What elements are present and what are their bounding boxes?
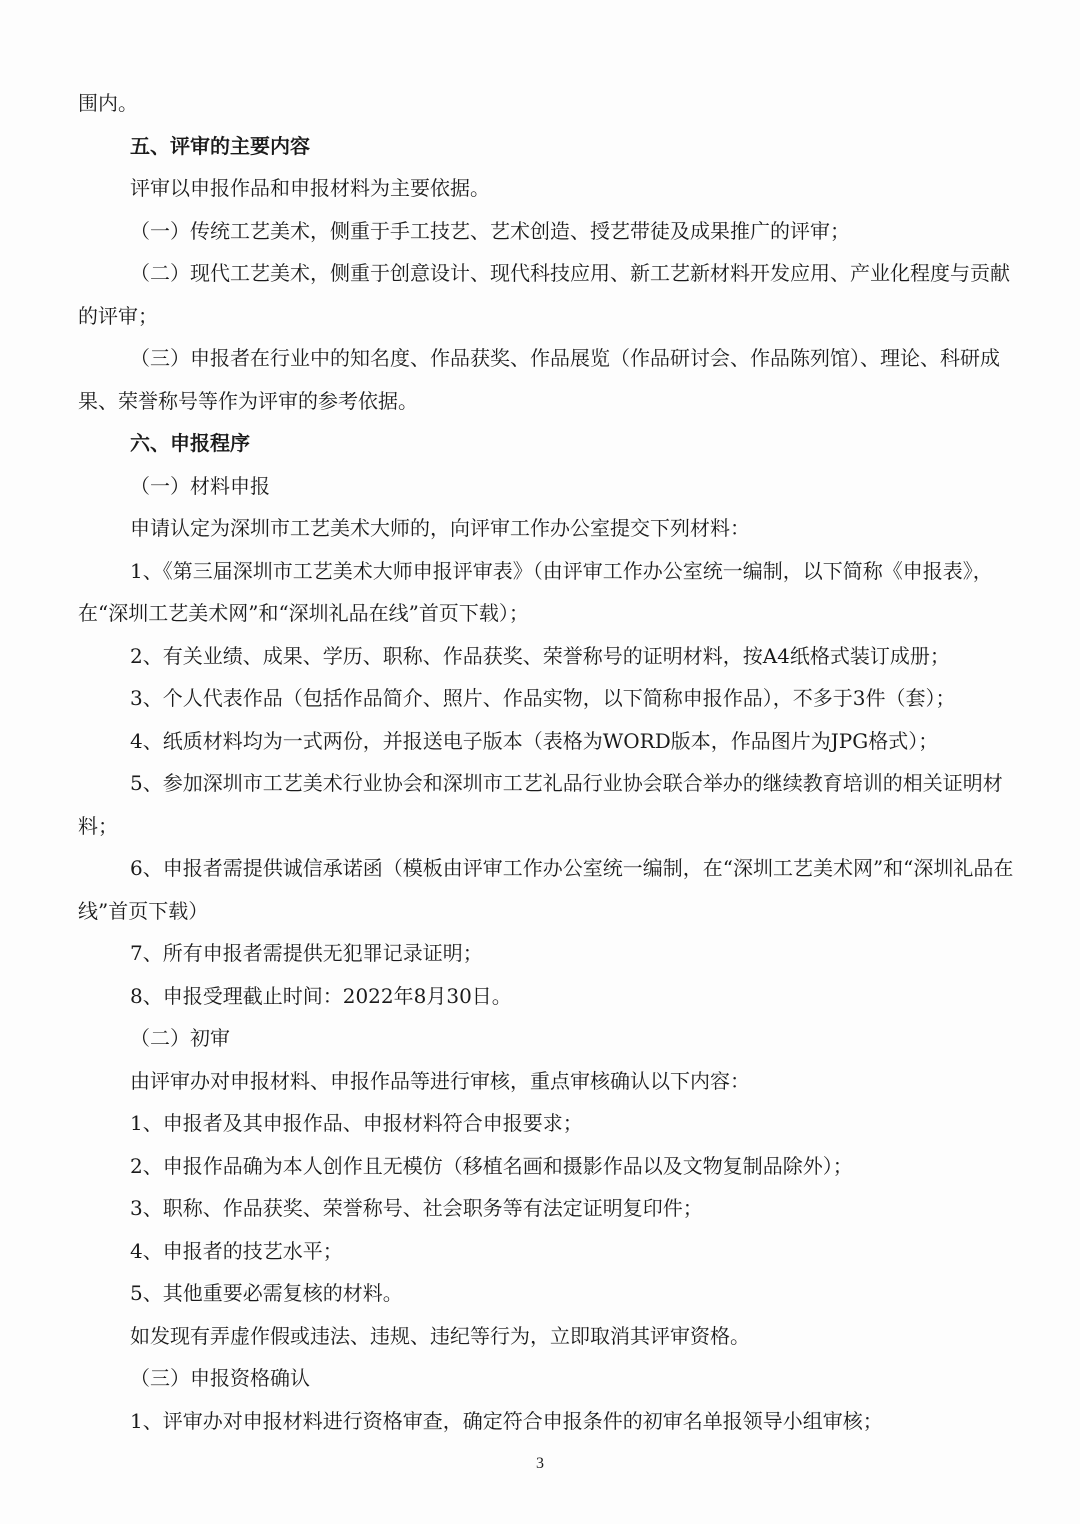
list-item: 1、评审办对申报材料进行资格审查，确定符合申报条件的初审名单报领导小组审核； [130,1408,883,1433]
list-item: 3、个人代表作品（包括作品简介、照片、作品实物，以下简称申报作品），不多于3件（套）； [130,686,956,710]
paragraph: 如发现有弄虚作假或违法、违规、违纪等行为，立即取消其评审资格。 [130,1323,750,1348]
list-item: 5、参加深圳市工艺美术行业协会和深圳市工艺礼品行业协会联合举办的继续教育培训的相关证明材料； [78,771,1003,838]
paragraph: 围内。 [78,91,138,115]
list-item: 4、纸质材料均为一式两份，并报送电子版本（表格为WORD版本，作品图片为JPG格式）； [130,728,939,753]
list-item: 2、申报作品确为本人创作且无模仿（移植名画和摄影作品以及文物复制品除外）； [130,1153,853,1178]
list-item: 7、所有申报者需提供无犯罪记录证明； [130,941,483,965]
list-item: 2、有关业绩、成果、学历、职称、作品获奖、荣誉称号的证明材料，按A4纸格式装订成册； [130,643,950,668]
list-item: 1、申报者及其申报作品、申报材料符合申报要求； [130,1111,583,1135]
paragraph: （二）现代工艺美术，侧重于创意设计、现代科技应用、新工艺新材料开发应用、产业化程度与贡献的评审； [78,261,1010,328]
subsection-heading: （一）材料申报 [130,473,270,498]
list-item: 3、职称、作品获奖、荣誉称号、社会职务等有法定证明复印件； [130,1196,703,1220]
subsection-heading: （三）申报资格确认 [130,1366,310,1390]
list-item: 8、申报受理截止时间：2022年8月30日。 [130,983,512,1008]
subsection-heading: （二）初审 [130,1026,230,1050]
list-item: 4、申报者的技艺水平； [130,1238,343,1263]
list-item: 6、申报者需提供诚信承诺函（模板由评审工作办公室统一编制，在“深圳工艺美术网”和“深圳礼品在线”首页下载） [78,856,1014,923]
document-body [78,82,1018,1442]
paragraph: 申请认定为深圳市工艺美术大师的，向评审工作办公室提交下列材料： [130,516,750,540]
paragraph: （三）申报者在行业中的知名度、作品获奖、作品展览（作品研讨会、作品陈列馆）、理论、科研成果、荣誉称号等作为评审的参考依据。 [78,346,1000,413]
section-heading: 五、评审的主要内容 [130,133,310,158]
page-number: 3 [536,1455,544,1472]
list-item: 5、其他重要必需复核的材料。 [130,1281,403,1305]
paragraph: 评审以申报作品和申报材料为主要依据。 [130,176,490,200]
section-heading: 六、申报程序 [130,431,250,455]
paragraph: 由评审办对申报材料、申报作品等进行审核，重点审核确认以下内容： [130,1068,750,1093]
paragraph: （一）传统工艺美术，侧重于手工技艺、艺术创造、授艺带徒及成果推广的评审； [130,218,850,243]
list-item: 1、《第三届深圳市工艺美术大师申报评审表》（由评审工作办公室统一编制，以下简称《申报表》，在“深圳工艺美术网”和“深圳礼品在线”首页下载）； [78,558,993,625]
